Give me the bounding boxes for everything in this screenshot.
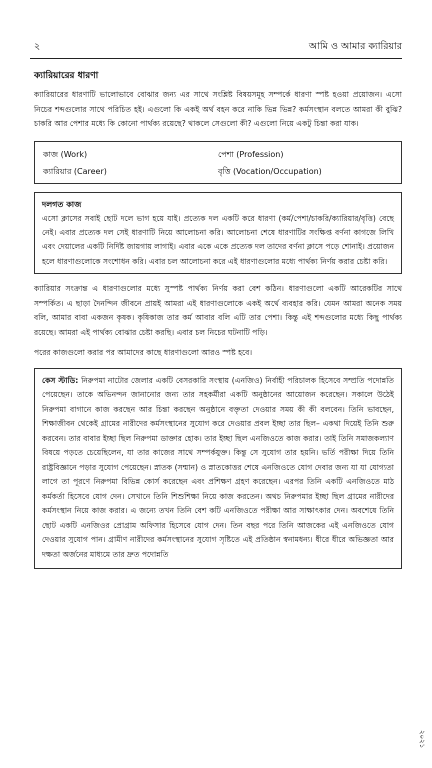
terms-row — [43, 163, 393, 180]
term-vocation: বৃত্তি (Vocation/Occupation) — [218, 166, 322, 176]
case-study-label: কেস স্টাডি: — [42, 375, 79, 385]
header-rule — [30, 58, 402, 59]
case-study-text: নিরুপমা নাটোর জেলার একটি বেসরকারি সংস্থায় (এনজিও) নির্বাহী পরিচালক হিসেবে সম্প্রতি পদোন্নতি পেয়েছেন। তাকে অভিনন্দন জানানোর জন্য তার সহকর্মীরা একটি অনুষ্ঠানের আয়োজন করেছেন। সকালে উঠেই নিরুপমা বাগানে কাজ করছেন আর চিন্তা করছেন অনুষ্ঠানে বক্তৃতা দেওয়ার সময় কী কী বলবেন। তিনি ভাবছেন, শিক্ষাজীবন থেকেই গ্রামের নারীদের কর্মসংস্থানের সুযোগ করে দেওয়ার প্রবল ইচ্ছা তার ছিল– একথা দিয়েই তিনি শুরু করবেন। তার বাবার ইচ্ছা ছিল নিরুপমা ডাক্তার হোক। তার ইচ্ছা ছিল এনজিওতে কাজ করার। তাই তিনি সমাজকল্যাণ বিষয়ে পড়তে চেয়েছিলেন, যা তার কাজের সাথে সম্পর্কযুক্ত। কিন্তু সে সুযোগ তার হয়নি। ভর্তি পরীক্ষা দিয়ে তিনি রাষ্ট্রবিজ্ঞানে পড়ার সুযোগ পেয়েছেন। স্নাতক (সম্মান) ও স্নাতকোত্তর শেষে এনজিওতে যোগ দেবার জন্য যা যা যোগ্যতা লাগে তা পূরণে নিরুপমা বিভিন্ন কোর্স করেছেন এবং প্রশিক্ষণ গ্রহণ করেছেন। এরপর তিনি একটি এনজিওতে মাঠ কর্মকর্তা হিসেবে যোগ দেন। সেখানে তিনি শিশুশিক্ষা নিয়ে কাজ করতেন। অথচ নিরুপমার ইচ্ছা ছিল গ্রামের নারীদের কর্মসংস্থান নিয়ে কাজ করার। এ জন্যে তখন তিনি বেশ কটি এনজিওতে পরীক্ষা আর সাক্ষাৎকার দেন। অবশেষে তিনি ছোট একটি এনজিওর প্রোগ্রাম অফিসার হিসেবে যোগ দেন। তিন বছর পরে তিনি আজকের এই এনজিওতে যোগ দেওয়ার সুযোগ পান। গ্রামীণ নারীদের কর্মসংস্থানের সুযোগ সৃষ্টিতে এই প্রতিষ্ঠান স্বনামধন্য। ধীরে ধীরে অভিজ্ঞতা আর দক্ষতা অর্জনের মাধ্যমে তার দ্রুত পদোন্নতি — [42, 375, 394, 559]
term-career: ক্যারিয়ার (Career) — [43, 166, 107, 176]
group-work-box — [34, 192, 402, 274]
terms-box — [34, 141, 402, 184]
book-title: আমি ও আমার ক্যারিয়ার — [308, 41, 402, 52]
case-study-paragraph — [42, 374, 394, 563]
next-tasks-paragraph: পরের কাজগুলো করার পর আমাদের কাছে ধারণাগুলো আরও স্পষ্ট হবে। — [34, 348, 253, 358]
intro-paragraph: ক্যারিয়ারের ধারণাটি ভালোভাবে বোঝার জন্য এর সাথে সংশ্লিষ্ট বিষয়সমূহ সম্পর্কে ধারণা স্পষ্ট হওয়া প্রয়োজন। এসো নিচের শব্দগুলোর সাথে পরিচিত হই। এগুলো কি একই অর্থ বহন করে নাকি ভিন্ন ভিন্ন? কর্মসংস্থান বলতে আমরা কী বুঝি? চাকরি আর পেশার মধ্যে কি কোনো পার্থক্য রয়েছে? থাকলে সেগুলো কী? এগুলো নিয়ে একটু চিন্তা করা যাক। — [34, 90, 402, 129]
terms-row — [43, 146, 393, 163]
page-number: ২ — [34, 41, 41, 52]
case-study-box — [34, 368, 402, 570]
group-work-text: এসো ক্লাসের সবাই ছোট দলে ভাগ হয়ে যাই। প্রত্যেক দল একটি করে ধারণা (কর্ম/পেশা/চাকরি/ক্যারিয়ার/বৃত্তি) বেছে নেই। এবার প্রত্যেক দল সেই ধারণাটি নিয়ে আলোচনা করি। আলোচনা শেষে ধারণাটির সংক্ষিপ্ত বর্ণনা কাগজে লিখি এবং দেয়ালের একটি নির্দিষ্ট জায়গায় লাগাই। এবার একে একে প্রত্যেক দল তাদের বর্ণনা ক্লাসে পড়ে শোনাই। প্রয়োজন হলে ধারণাগুলোকে সংশোধন করি। এবার চল আলোচনা করে এই ধারণাগুলোর মধ্যে পার্থক্য নির্ণয় করার চেষ্টা করি। — [42, 213, 394, 266]
section-heading: ক্যারিয়ারের ধারণা — [34, 71, 99, 81]
concepts-paragraph: ক্যারিয়ার সংক্রান্ত এ ধারণাগুলোর মধ্যে সুস্পষ্ট পার্থক্য নির্ণয় করা বেশ কঠিন। ধারণাগুলো একটি আরেকটির সাথে সম্পর্কিত। এ ছাড়া দৈনন্দিন জীবনে প্রায়ই আমরা এই ধারণাগুলোকে একই অর্থে ব্যবহার করি। যেমন আমরা অনেক সময় বলি, আমার বাবা একজন কৃষক। কৃষিকাজ তার কর্ম আবার বলি এটি তার পেশা। কিন্তু এই শব্দগুলোর মধ্যে কিছু পার্থক্য রয়েছে। আমরা এই পার্থক্য বোঝার চেষ্টা করছি। এবার চল নিচের ঘটনাটি পড়ি। — [34, 283, 402, 337]
page-content — [34, 68, 402, 569]
year-mark: ২০২১ — [418, 730, 426, 749]
group-work-title: দলগত কাজ — [42, 199, 82, 209]
running-header — [34, 40, 402, 54]
term-profession: পেশা (Profession) — [218, 149, 284, 159]
term-work: কাজ (Work) — [43, 149, 88, 159]
